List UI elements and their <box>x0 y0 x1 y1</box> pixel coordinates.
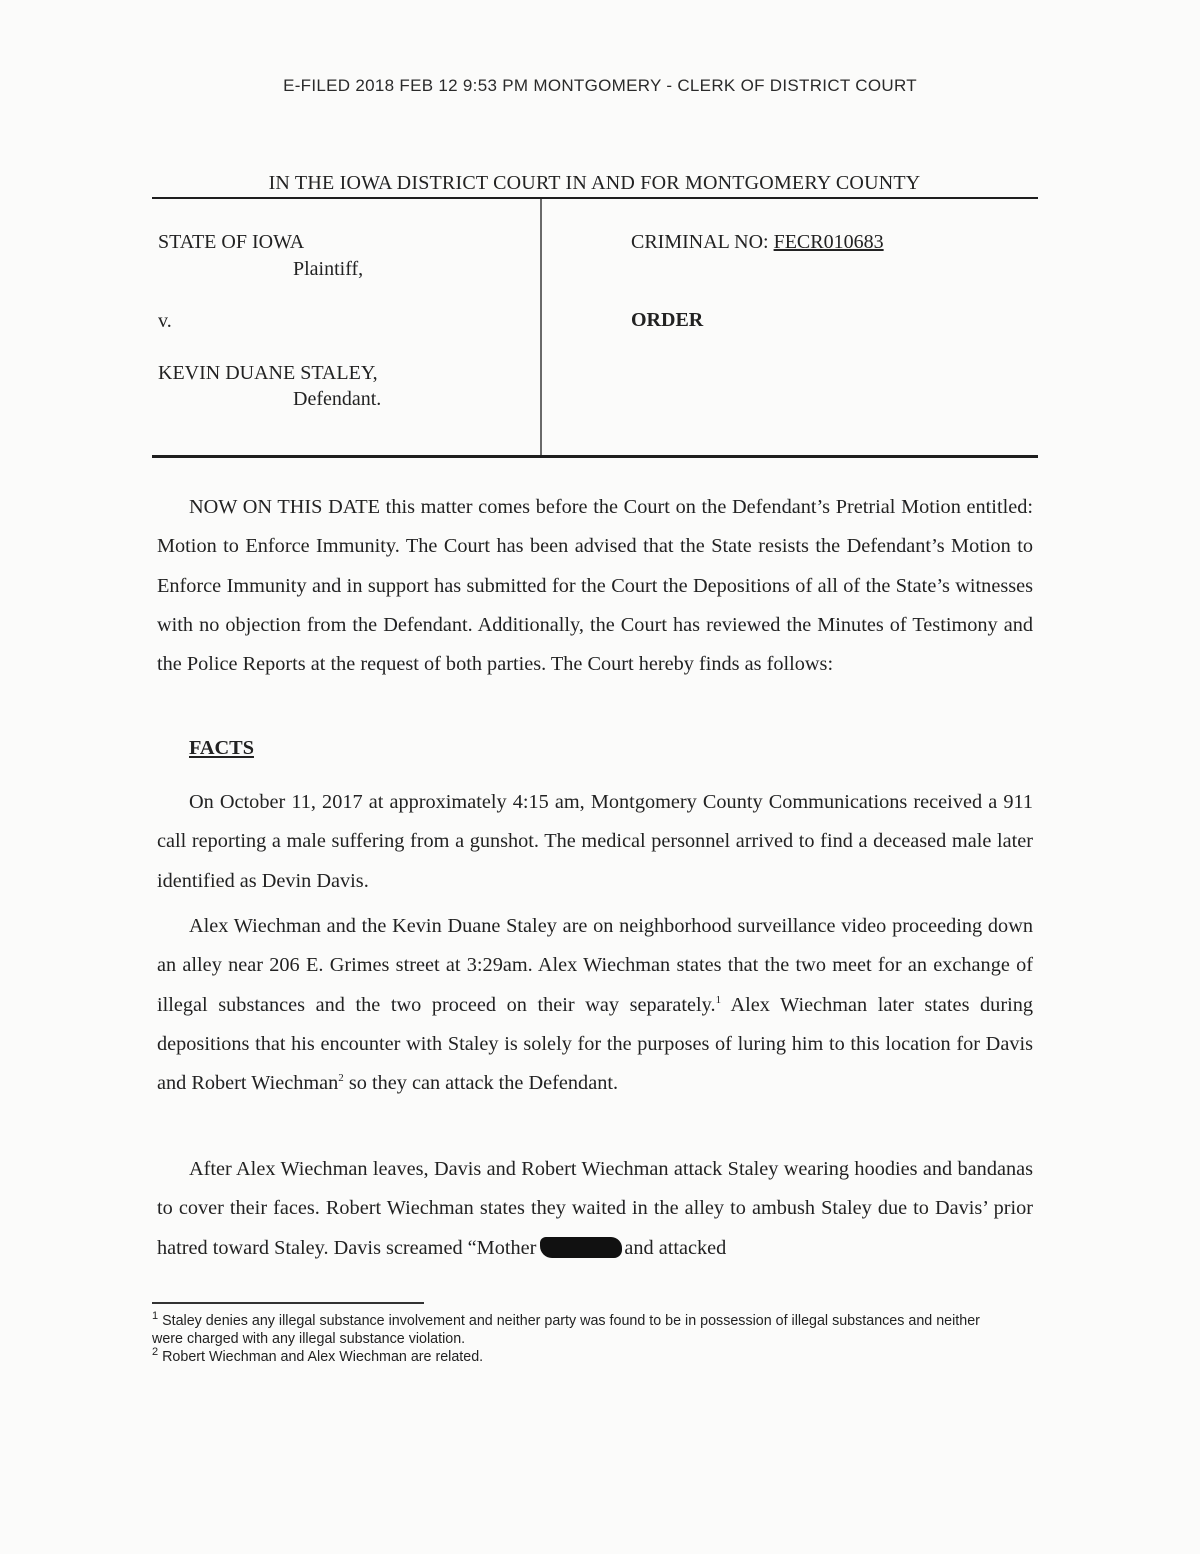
facts-paragraph-2 <box>157 907 1033 1103</box>
facts-paragraph-3-text <box>157 1150 1033 1268</box>
facts-paragraph-3 <box>157 1150 1033 1268</box>
footnotes <box>152 1312 1012 1366</box>
footnote-1 <box>152 1312 1012 1348</box>
document-title: ORDER <box>631 309 704 331</box>
efiled-stamp: E-FILED 2018 FEB 12 9:53 PM MONTGOMERY - CLERK OF DISTRICT COURT <box>283 76 917 95</box>
facts-p3-part-a: After Alex Wiechman leaves, Davis and Robert Wiechman attack Staley wearing hoodies and bandanas to cover their faces. Robert Wiechman states they waited in the alley to ambush Staley due to Davis’ prior hatred toward Staley. Davis screamed “Mother <box>157 1158 1033 1259</box>
redaction-mark <box>540 1237 622 1258</box>
intro-paragraph-text: NOW ON THIS DATE this matter comes before the Court on the Defendant’s Pretrial Motion entitled: Motion to Enforce Immunity. The Court has been advised that the State resists the Defendant’s Motion to Enforce Immunity and in support has submitted for the Court the Depositions of all of the State’s witnesses with no objection from the Defendant. Additionally, the Court has reviewed the Minutes of Testimony and the Police Reports at the request of both parties. The Court hereby finds as follows: <box>157 496 1033 676</box>
facts-p3-part-b: and attacked <box>624 1236 727 1259</box>
plaintiff-name: STATE OF IOWA <box>158 231 305 253</box>
facts-paragraph-1-text: On October 11, 2017 at approximately 4:15 am, Montgomery County Communications received a 911 call reporting a male suffering from a gunshot. The medical personnel arrived to find a deceased male later identified as Devin Davis. <box>157 791 1033 892</box>
case-number-value: FECR010683 <box>773 231 884 253</box>
facts-paragraph-2-text <box>157 907 1033 1103</box>
caption-divider <box>540 199 542 457</box>
versus: v. <box>158 310 172 332</box>
caption-bottom-rule <box>152 455 1038 458</box>
defendant-name: KEVIN DUANE STALEY, <box>158 362 378 384</box>
footnote-ref-1: 1 <box>715 993 722 1006</box>
facts-paragraph-1 <box>157 783 1033 901</box>
facts-heading: FACTS <box>189 737 254 759</box>
footnote-1-mark: 1 <box>152 1310 159 1323</box>
footnote-1-text: Staley denies any illegal substance involvement and neither party was found to be in possession of illegal substances and neither were charged with any illegal substance violation. <box>152 1313 980 1347</box>
defendant-role: Defendant. <box>293 388 382 410</box>
facts-p2-part-a: Alex Wiechman and the Kevin Duane Staley are on neighborhood surveillance video proceeding down an alley near 206 E. Grimes street at 3:29am. Alex Wiechman states that the two meet for an exchange of illegal substances and the two proceed on their way separately. <box>157 915 1033 1016</box>
case-number-label: CRIMINAL NO: <box>631 231 769 253</box>
caption-top-rule <box>152 197 1038 199</box>
court-title: IN THE IOWA DISTRICT COURT IN AND FOR MONTGOMERY COUNTY <box>268 172 921 194</box>
footnote-2-text: Robert Wiechman and Alex Wiechman are related. <box>158 1349 484 1365</box>
footnote-ref-2: 2 <box>338 1072 344 1085</box>
facts-p2-part-c: so they can attack the Defendant. <box>343 1072 619 1095</box>
facts-p2-part-b: Alex Wiechman later states during depositions that his encounter with Staley is solely for the purposes of luring him to this location for Davis and Robert Wiechman <box>157 993 1033 1095</box>
case-number <box>631 231 884 254</box>
plaintiff-role: Plaintiff, <box>293 258 364 280</box>
intro-paragraph <box>157 488 1033 684</box>
footnote-2 <box>152 1348 1012 1366</box>
footnote-2-mark: 2 <box>152 1346 159 1359</box>
footnote-separator <box>152 1302 424 1304</box>
